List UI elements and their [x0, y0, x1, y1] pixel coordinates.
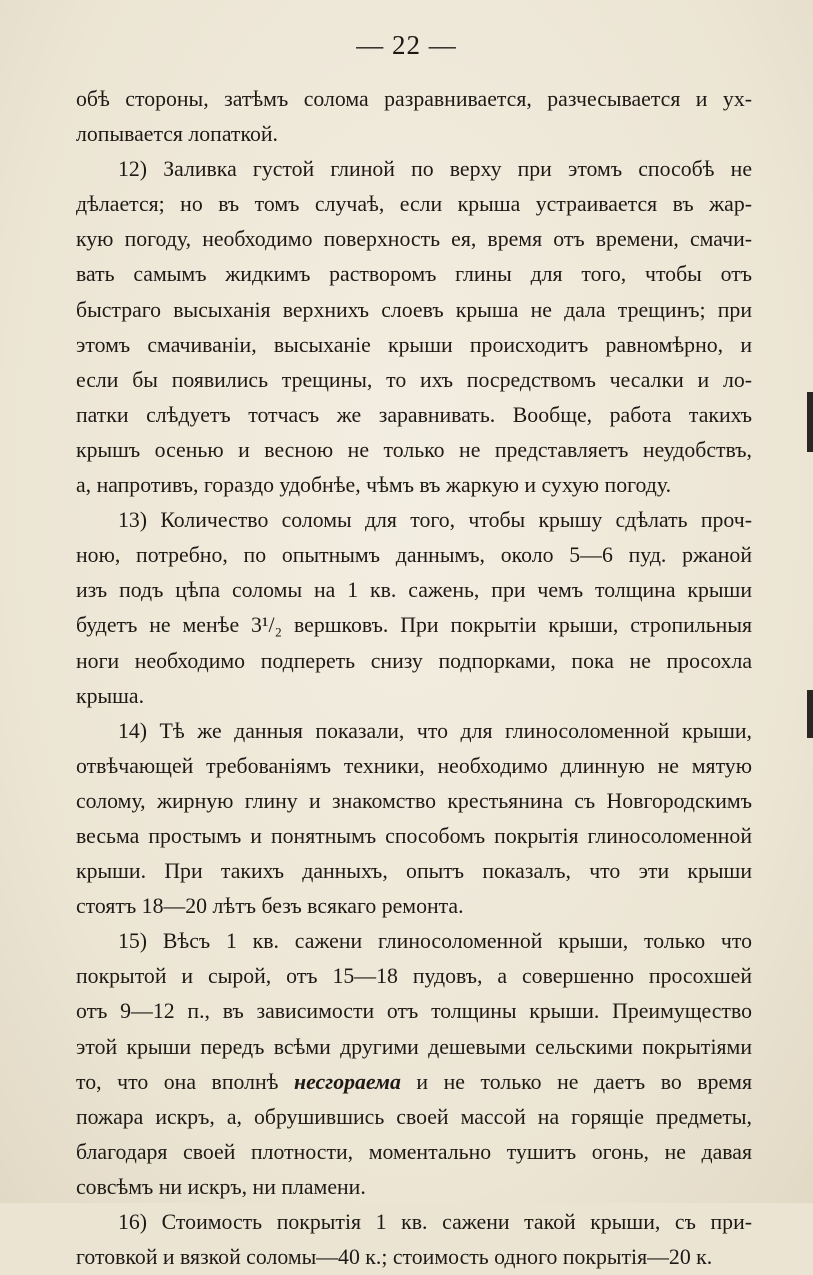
text-line: патки слѣдуетъ тотчасъ же заравнивать. Вообще, работа такихъ — [76, 402, 752, 427]
text-line: ноги необходимо подпереть снизу подпорками, пока не просохла — [76, 648, 752, 673]
text-line: кую погоду, необходимо поверхность ея, время отъ времени, смачи- — [76, 227, 752, 252]
text-line: крышъ осенью и весною не только не представляетъ неудобствъ, — [76, 437, 752, 462]
text-line: то, что она вполнѣ несгораема и не только не даетъ во время — [76, 1069, 752, 1094]
paragraph-p16 — [76, 1205, 752, 1275]
text-line: быстраго высыханія верхнихъ слоевъ крыша не дала трещинъ; при — [76, 297, 752, 322]
text-line: крыша. — [76, 683, 145, 708]
text-line: крыши. При такихъ данныхъ, опытъ показалъ, что эти крыши — [76, 859, 752, 884]
text-line: 16) Стоимость покрытія 1 кв. сажени такой крыши, съ при- — [118, 1210, 752, 1234]
text-line: этомъ смачиваніи, высыханіе крыши происходитъ равномѣрно, и — [76, 332, 752, 357]
margin-mark — [807, 392, 813, 452]
text-line: готовкой и вязкой соломы—40 к.; стоимость одного покрытія—20 к. — [76, 1245, 713, 1270]
body-text — [76, 82, 752, 1275]
paragraph-p-cont — [76, 82, 752, 152]
text-line: вать самымъ жидкимъ растворомъ глины для того, чтобы отъ — [76, 262, 752, 287]
text-line: солому, жирную глину и знакомство крестьянина съ Новгородскимъ — [76, 788, 752, 813]
text-line: отъ 9—12 п., въ зависимости отъ толщины крыши. Преимущество — [76, 999, 752, 1024]
margin-mark — [807, 690, 813, 738]
text-line: благодаря своей плотности, моментально тушитъ огонь, не давая — [76, 1139, 752, 1164]
text-line: 12) Заливка густой глиной по верху при этомъ способѣ не — [118, 157, 752, 182]
text-line: пожара искръ, а, обрушившись своей массой на горящіе предметы, — [76, 1104, 752, 1129]
paragraph-p14 — [76, 714, 752, 925]
text-line: изъ подъ цѣпа соломы на 1 кв. сажень, при чемъ толщина крыши — [76, 578, 752, 603]
paragraph-p12 — [76, 152, 752, 503]
page-number: — 22 — — [356, 30, 457, 60]
text-line: совсѣмъ ни искръ, ни пламени. — [76, 1174, 366, 1199]
text-line: если бы появились трещины, то ихъ посредствомъ чесалки и ло- — [76, 367, 752, 392]
text-line: весьма простымъ и понятнымъ способомъ покрытія глиносоломенной — [76, 823, 752, 848]
text-line: 14) Тѣ же данныя показали, что для глиносоломенной крыши, — [118, 718, 752, 743]
text-line: обѣ стороны, затѣмъ солома разравнивается, разчесывается и ух- — [76, 87, 752, 111]
emphasis-text: несгораема — [294, 1069, 401, 1094]
text-line: покрытой и сырой, отъ 15—18 пудовъ, а совершенно просохшей — [76, 964, 752, 989]
text-line: стоятъ 18—20 лѣтъ безъ всякаго ремонта. — [76, 894, 464, 919]
paragraph-p13 — [76, 503, 752, 714]
text-line: будетъ не менѣе 3¹/₂ вершковъ. При покрытіи крыши, стропильныя — [76, 613, 752, 638]
text-line: 15) Вѣсъ 1 кв. сажени глиносоломенной крыши, только что — [118, 929, 752, 954]
text-line: этой крыши передъ всѣми другими дешевыми сельскими покрытіями — [76, 1034, 752, 1059]
text-line: дѣлается; но въ томъ случаѣ, если крыша устраивается въ жар- — [76, 192, 752, 217]
text-line: а, напротивъ, гораздо удобнѣе, чѣмъ въ жаркую и сухую погоду. — [76, 473, 672, 498]
text-line: 13) Количество соломы для того, чтобы крышу сдѣлать проч- — [118, 508, 752, 533]
paragraph-p15 — [76, 924, 752, 1205]
text-line: лопывается лопаткой. — [76, 122, 278, 147]
text-line: отвѣчающей требованіямъ техники, необходимо длинную не мятую — [76, 753, 752, 778]
text-line: ною, потребно, по опытнымъ даннымъ, около 5—6 пуд. ржаной — [76, 543, 752, 568]
